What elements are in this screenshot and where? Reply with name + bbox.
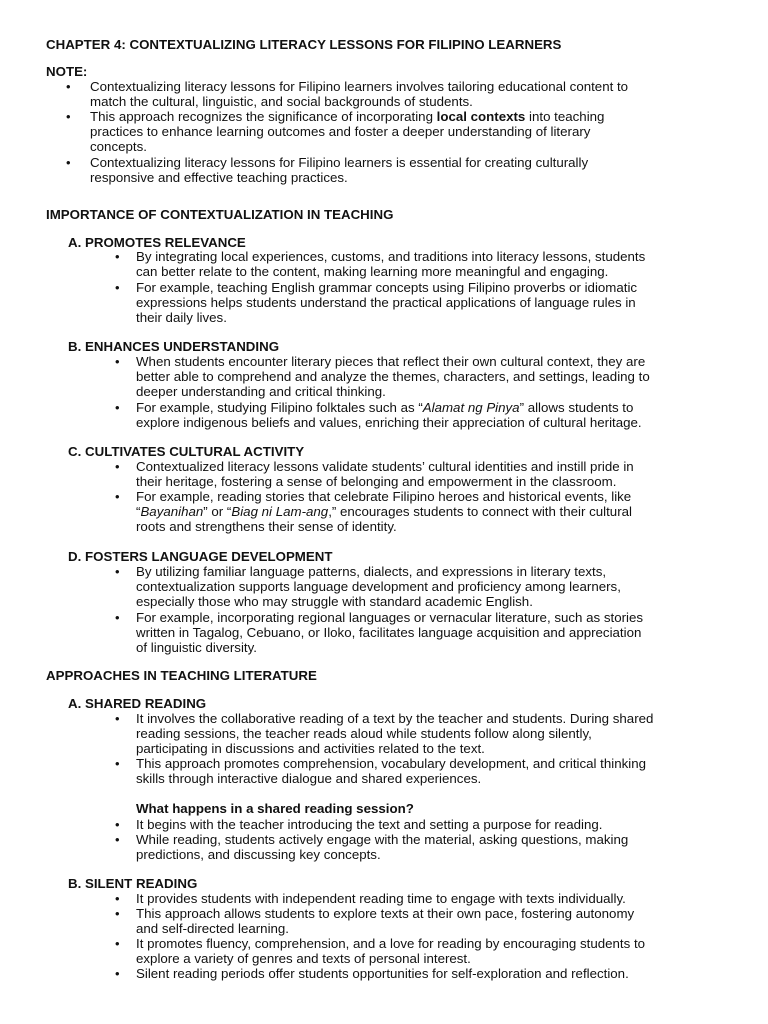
importance-d-b1-l2: contextualization supports language development and proficiency among learners,	[136, 579, 621, 594]
bullet: •	[115, 564, 120, 579]
note-bullet-1-line-1: Contextualizing literacy lessons for Filipino learners involves tailoring educational content to	[90, 79, 629, 94]
bullet: •	[115, 936, 120, 951]
importance-a-b2-l3: their daily lives.	[136, 310, 227, 325]
italic-run: Bayanihan	[140, 504, 204, 519]
note-label: NOTE:	[46, 64, 88, 79]
note-bullet-2-line-3: concepts.	[90, 139, 147, 154]
importance-c-b1-l2: their heritage, fostering a sense of belonging and empowerment in the classroom.	[136, 474, 617, 489]
importance-a-b2-l1: For example, teaching English grammar concepts using Filipino proverbs or idiomatic	[136, 280, 638, 295]
note-bullet-1-line-2: match the cultural, linguistic, and social backgrounds of students.	[90, 94, 473, 109]
bullet: •	[66, 79, 71, 94]
bullet: •	[66, 109, 71, 124]
bullet: •	[115, 832, 120, 847]
bullet: •	[115, 489, 120, 504]
bullet: •	[115, 966, 120, 981]
importance-b-b2-l2: explore indigenous beliefs and values, enriching their appreciation of cultural heritage.	[136, 415, 642, 430]
importance-a-title: A. PROMOTES RELEVANCE	[68, 235, 246, 250]
approaches-b-b3-l2: explore a variety of genres and texts of personal interest.	[136, 951, 471, 966]
approaches-b-b2-l2: and self-directed learning.	[136, 921, 290, 936]
importance-a-b2-l2: expressions helps students understand the practical applications of language rules in	[136, 295, 636, 310]
text-run: “	[136, 504, 141, 519]
approaches-a-b2-l2: skills through interactive dialogue and shared experiences.	[136, 771, 482, 786]
importance-b-b2-l1	[136, 400, 633, 415]
chapter-title: CHAPTER 4: CONTEXTUALIZING LITERACY LESSONS FOR FILIPINO LEARNERS	[46, 37, 562, 52]
importance-b-b1-l1: When students encounter literary pieces that reflect their own cultural context, they are	[136, 354, 646, 369]
approaches-a-b1-l2: reading sessions, the teacher reads aloud while students follow along silently,	[136, 726, 592, 741]
importance-c-title: C. CULTIVATES CULTURAL ACTIVITY	[68, 444, 305, 459]
bullet: •	[115, 906, 120, 921]
importance-c-b2-l2	[136, 504, 632, 519]
approaches-a-b1-l1: It involves the collaborative reading of a text by the teacher and students. During shared	[136, 711, 654, 726]
bullet: •	[115, 610, 120, 625]
approaches-a-b1-l3: participating in discussions and activities related to the text.	[136, 741, 485, 756]
importance-c-b2-l1: For example, reading stories that celebrate Filipino heroes and historical events, like	[136, 489, 632, 504]
italic-run: Biag ni Lam-ang	[231, 504, 329, 519]
bullet: •	[115, 711, 120, 726]
text-run: This approach recognizes the significance of incorporating	[90, 109, 437, 124]
approaches-b-b2-l1: This approach allows students to explore texts at their own pace, fostering autonomy	[136, 906, 635, 921]
importance-d-b1-l1: By utilizing familiar language patterns, dialects, and expressions in literary texts,	[136, 564, 607, 579]
importance-c-b1-l1: Contextualized literacy lessons validate students’ cultural identities and instill pride in	[136, 459, 634, 474]
approaches-b-b3-l1: It promotes fluency, comprehension, and a love for reading by encouraging students to	[136, 936, 646, 951]
approaches-heading: APPROACHES IN TEACHING LITERATURE	[46, 668, 317, 683]
bold-run: local contexts	[436, 109, 526, 124]
text-run: ” or “	[203, 504, 232, 519]
approaches-a-title: A. SHARED READING	[68, 696, 207, 711]
bullet: •	[115, 249, 120, 264]
importance-d-title: D. FOSTERS LANGUAGE DEVELOPMENT	[68, 549, 333, 564]
approaches-b-title: B. SILENT READING	[68, 876, 198, 891]
approaches-a-b4-l1: While reading, students actively engage with the material, asking questions, making	[136, 832, 629, 847]
importance-heading: IMPORTANCE OF CONTEXTUALIZATION IN TEACHING	[46, 207, 394, 222]
approaches-a-b4-l2: predictions, and discussing key concepts.	[136, 847, 381, 862]
text-run: ” allows students to	[519, 400, 634, 415]
bullet: •	[115, 891, 120, 906]
note-bullet-3-line-2: responsive and effective teaching practices.	[90, 170, 348, 185]
approaches-a-b2-l1: This approach promotes comprehension, vocabulary development, and critical thinking	[136, 756, 646, 771]
importance-b-b1-l2: better able to comprehend and analyze the themes, characters, and settings, leading to	[136, 369, 650, 384]
note-bullet-2-line-2: practices to enhance learning outcomes and foster a deeper understanding of literary	[90, 124, 591, 139]
bullet: •	[115, 400, 120, 415]
approaches-b-b4-l1: Silent reading periods offer students opportunities for self-exploration and reflection.	[136, 966, 629, 981]
note-bullet-3-line-1: Contextualizing literacy lessons for Filipino learners is essential for creating culturally	[90, 155, 589, 170]
bullet: •	[115, 280, 120, 295]
importance-a-b1-l2: can better relate to the content, making learning more meaningful and engaging.	[136, 264, 609, 279]
importance-b-b1-l3: deeper understanding and critical thinking.	[136, 384, 386, 399]
importance-d-b2-l1: For example, incorporating regional languages or vernacular literature, such as stories	[136, 610, 644, 625]
text-run: into teaching	[525, 109, 605, 124]
importance-d-b1-l3: especially those who may struggle with standard academic English.	[136, 594, 533, 609]
bullet: •	[115, 459, 120, 474]
text-run: For example, studying Filipino folktales such as “	[136, 400, 423, 415]
shared-reading-subheading: What happens in a shared reading session?	[136, 801, 414, 816]
bullet: •	[115, 817, 120, 832]
bullet: •	[66, 155, 71, 170]
text-run: ,” encourages students to connect with their cultural	[328, 504, 632, 519]
approaches-b-b1-l1: It provides students with independent reading time to engage with texts individually.	[136, 891, 626, 906]
italic-run: Alamat ng Pinya	[422, 400, 520, 415]
importance-c-b2-l3: roots and strengthens their sense of identity.	[136, 519, 397, 534]
importance-d-b2-l3: of linguistic diversity.	[136, 640, 257, 655]
bullet: •	[115, 354, 120, 369]
importance-b-title: B. ENHANCES UNDERSTANDING	[68, 339, 280, 354]
approaches-a-b3-l1: It begins with the teacher introducing the text and setting a purpose for reading.	[136, 817, 603, 832]
importance-d-b2-l2: written in Tagalog, Cebuano, or Iloko, facilitates language acquisition and appreciation	[136, 625, 642, 640]
importance-a-b1-l1: By integrating local experiences, customs, and traditions into literacy lessons, students	[136, 249, 646, 264]
bullet: •	[115, 756, 120, 771]
note-bullet-2-line-1	[90, 109, 604, 124]
